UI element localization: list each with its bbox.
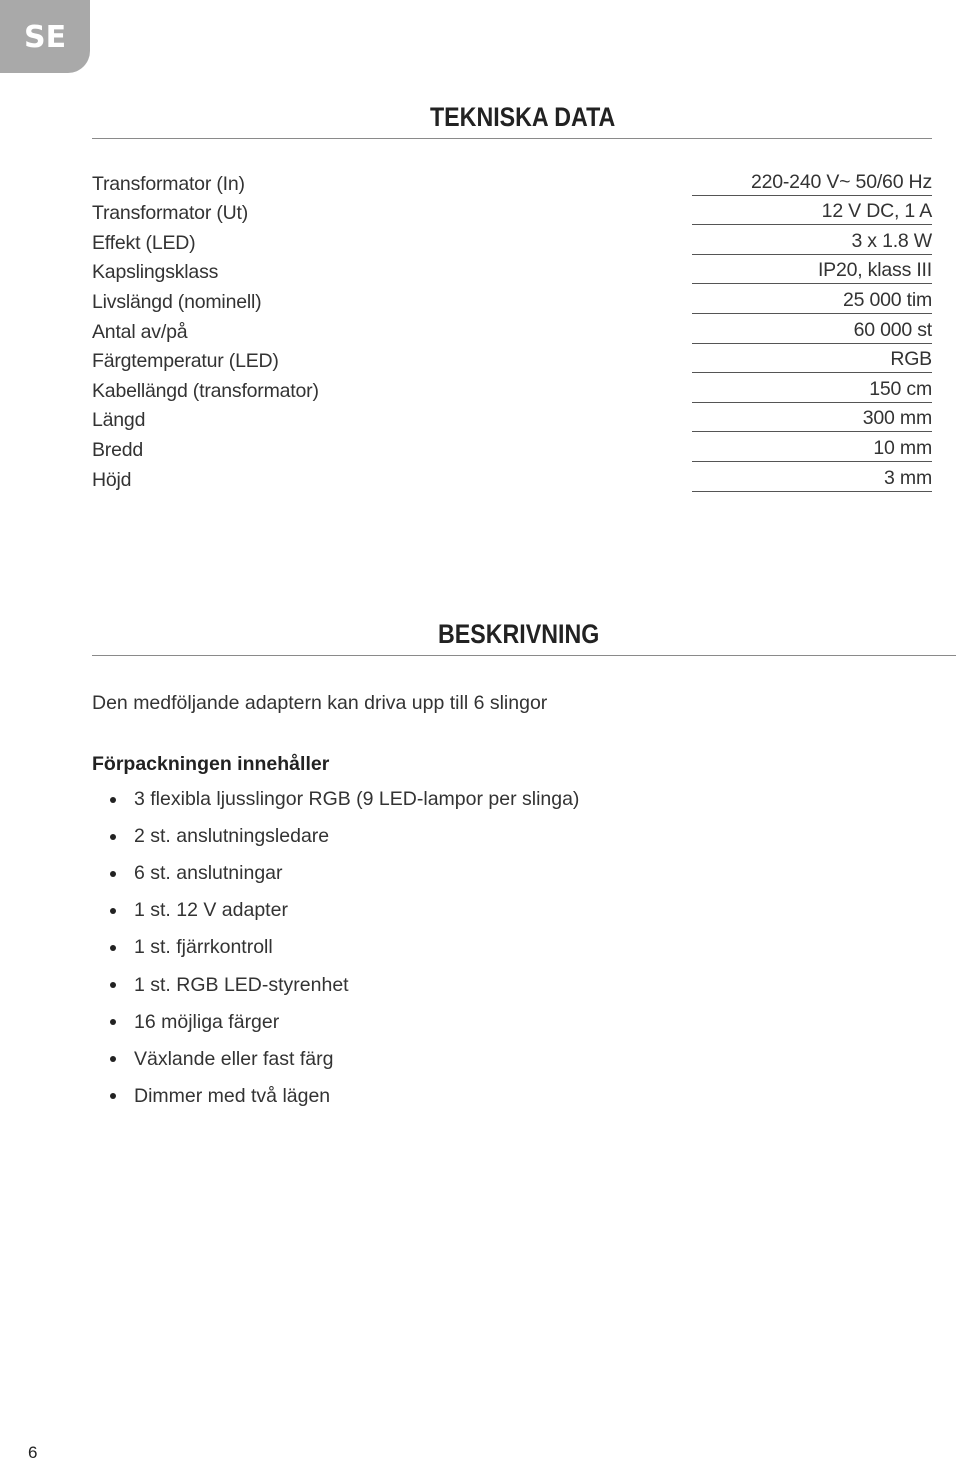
spec-row (92, 434, 932, 464)
spec-value: 150 cm (692, 378, 932, 403)
spec-value: 300 mm (692, 407, 932, 432)
spec-label: Färgtemperatur (LED) (92, 350, 279, 373)
spec-label: Kabellängd (transformator) (92, 379, 319, 402)
page-number: 6 (28, 1443, 38, 1462)
spec-row (92, 375, 932, 405)
spec-row (92, 198, 932, 228)
spec-table (92, 168, 932, 494)
list-item-text: 1 st. 12 V adapter (134, 899, 288, 922)
spec-row (92, 257, 932, 287)
bullet-icon (110, 908, 116, 914)
bullet-icon (110, 797, 116, 803)
list-item (92, 818, 579, 855)
spec-value: 25 000 tim (692, 289, 932, 314)
list-item-text: Dimmer med två lägen (134, 1084, 331, 1107)
language-tab: SE (0, 0, 90, 73)
spec-row (92, 168, 932, 198)
bullet-icon (110, 982, 116, 988)
spec-value: 220-240 V~ 50/60 Hz (692, 171, 932, 196)
list-item (92, 855, 579, 892)
list-item-text: 1 st. RGB LED-styrenhet (134, 973, 349, 996)
package-heading: Förpackningen innehåller (92, 753, 330, 775)
spec-value: 60 000 st (692, 319, 932, 344)
spec-value: 10 mm (692, 437, 932, 462)
bullet-icon (110, 871, 116, 877)
bullet-icon (110, 834, 116, 840)
spec-row (92, 464, 932, 494)
list-item-text: 6 st. anslutningar (134, 862, 283, 885)
spec-label: Antal av/på (92, 320, 188, 343)
spec-value: 3 mm (692, 467, 932, 492)
tech-data-title-rule (92, 138, 932, 139)
spec-row (92, 405, 932, 435)
description-title: BESKRIVNING (438, 619, 600, 649)
spec-label: Effekt (LED) (92, 231, 196, 254)
spec-label: Transformator (In) (92, 172, 245, 195)
description-text: Den medföljande adaptern kan driva upp till 6 slingor (92, 692, 548, 714)
spec-label: Transformator (Ut) (92, 202, 249, 225)
spec-value: 12 V DC, 1 A (692, 200, 932, 225)
tech-data-title: TEKNISKA DATA (430, 102, 616, 132)
list-item (92, 892, 579, 929)
list-item (92, 781, 579, 818)
spec-value: 3 x 1.8 W (692, 230, 932, 255)
bullet-icon (110, 945, 116, 951)
list-item-text: Växlande eller fast färg (134, 1047, 334, 1070)
spec-value: IP20, klass III (692, 259, 932, 284)
list-item (92, 1041, 579, 1078)
spec-label: Livslängd (nominell) (92, 290, 262, 313)
list-item (92, 966, 579, 1003)
spec-row (92, 316, 932, 346)
spec-value: RGB (692, 348, 932, 373)
spec-row (92, 346, 932, 376)
spec-label: Höjd (92, 468, 132, 491)
bullet-icon (110, 1019, 116, 1025)
list-item-text: 2 st. anslutningsledare (134, 825, 330, 848)
description-title-rule (92, 655, 956, 656)
list-item (92, 1078, 579, 1115)
spec-label: Längd (92, 409, 146, 432)
list-item-text: 16 möjliga färger (134, 1010, 280, 1033)
list-item (92, 1004, 579, 1041)
spec-label: Bredd (92, 438, 144, 461)
spec-row (92, 286, 932, 316)
spec-row (92, 227, 932, 257)
list-item-text: 1 st. fjärrkontroll (134, 936, 273, 959)
bullet-icon (110, 1056, 116, 1062)
spec-label: Kapslingsklass (92, 261, 219, 284)
bullet-icon (110, 1093, 116, 1099)
list-item (92, 929, 579, 966)
package-list (92, 781, 579, 1115)
list-item-text: 3 flexibla ljusslingor RGB (9 LED-lampor per slinga) (134, 788, 580, 811)
